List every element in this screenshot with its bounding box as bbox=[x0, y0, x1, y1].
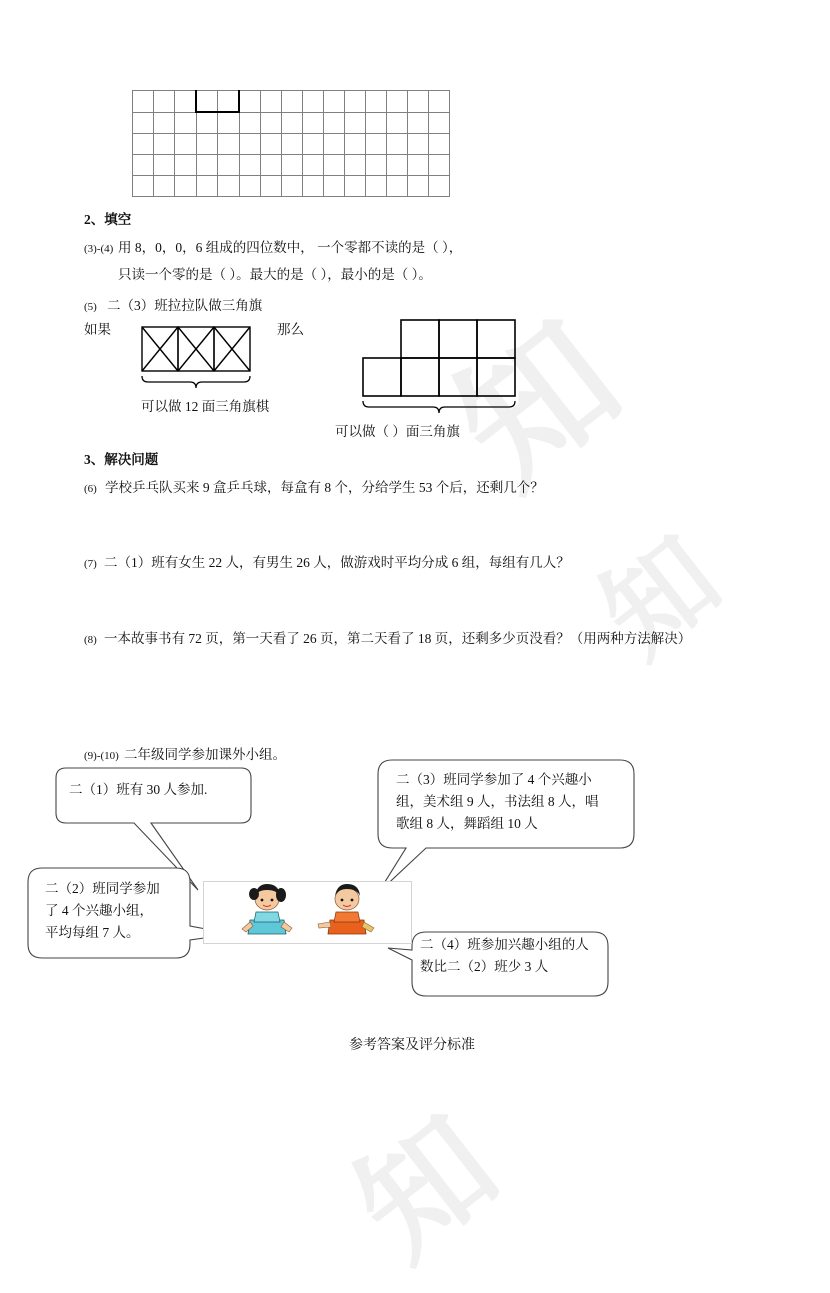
grid-row bbox=[133, 134, 450, 155]
squared-paper-grid bbox=[132, 90, 450, 197]
question-9-10-text: 二年级同学参加课外小组。 bbox=[124, 747, 286, 762]
question-6-text: 学校乒乓队买来 9 盒乒乓球，每盒有 8 个，分给学生 53 个后，还剩几个？ bbox=[105, 480, 544, 495]
grid-cell bbox=[261, 134, 282, 155]
right-flag-figure bbox=[355, 318, 545, 418]
grid-cell bbox=[303, 91, 324, 113]
section-heading-solve: 3、解决问题 bbox=[84, 452, 159, 467]
grid-cell bbox=[429, 155, 450, 176]
left-flag-svg bbox=[140, 325, 270, 405]
boy-figure bbox=[318, 884, 374, 934]
grid-cell bbox=[282, 134, 303, 155]
grid-cell bbox=[324, 155, 345, 176]
grid-cell bbox=[154, 112, 175, 134]
grid-cell bbox=[408, 112, 429, 134]
grid-cell bbox=[387, 112, 408, 134]
right-flag-svg bbox=[355, 318, 545, 418]
grid-cell bbox=[282, 91, 303, 113]
question-3-4-line1: 用 8，0，0，6 组成的四位数中， 一个零都不读的是（ ）， bbox=[118, 240, 463, 255]
grid-cell bbox=[345, 176, 366, 197]
grid-cell bbox=[218, 176, 240, 197]
grid-cell bbox=[408, 155, 429, 176]
grid-cell bbox=[133, 176, 154, 197]
grid-cell bbox=[429, 176, 450, 197]
grid-cell bbox=[429, 91, 450, 113]
grid-cell bbox=[429, 112, 450, 134]
grid-cell bbox=[218, 134, 240, 155]
girl-figure bbox=[242, 884, 292, 934]
grid-cell bbox=[261, 91, 282, 113]
grid-cell bbox=[239, 176, 261, 197]
grid-cell bbox=[175, 134, 197, 155]
grid-cell bbox=[345, 91, 366, 113]
grid-cell bbox=[366, 112, 387, 134]
grid-cell bbox=[175, 176, 197, 197]
bubble-class2-line-2: 平均每组 7 人。 bbox=[45, 925, 140, 940]
if-label: 如果 bbox=[84, 322, 111, 337]
watermark-icon: 知 bbox=[579, 513, 744, 680]
grid-cell bbox=[175, 91, 197, 113]
grid-cell bbox=[218, 155, 240, 176]
question-number-7: (7) bbox=[84, 558, 97, 570]
bubble-class2-line-1: 了 4 个兴趣小组， bbox=[45, 903, 153, 918]
bubble-class4-line-0: 二（4）班参加兴趣小组的人 bbox=[420, 937, 589, 952]
question-7-text: 二（1）班有女生 22 人，有男生 26 人，做游戏时平均分成 6 组，每组有几人？ bbox=[104, 555, 570, 570]
grid-cell bbox=[218, 112, 240, 134]
question-5-text: 二（3）班拉拉队做三角旗 bbox=[107, 298, 263, 313]
question-number-5: (5) bbox=[84, 301, 97, 313]
question-number-3-4: (3)-(4) bbox=[84, 243, 114, 255]
bubble-class4-line-1: 数比二（2）班少 3 人 bbox=[420, 959, 549, 974]
grid-cell bbox=[133, 91, 154, 113]
bubble-class3-line-0: 二（3）班同学参加了 4 个兴趣小 bbox=[396, 772, 592, 787]
grid-cell bbox=[239, 112, 261, 134]
right-flag-caption: 可以做（ ）面三角旗 bbox=[335, 424, 460, 439]
grid-cell bbox=[196, 155, 218, 176]
grid-cell bbox=[261, 155, 282, 176]
left-flag-figure bbox=[140, 325, 270, 405]
staircase-rectangles bbox=[363, 320, 515, 396]
grid-cell bbox=[366, 91, 387, 113]
grid-row bbox=[133, 155, 450, 176]
grid-cell bbox=[324, 176, 345, 197]
grid-table bbox=[132, 90, 450, 197]
question-number-6: (6) bbox=[84, 483, 97, 495]
grid-cell bbox=[154, 91, 175, 113]
grid-cell bbox=[366, 155, 387, 176]
grid-cell bbox=[345, 155, 366, 176]
grid-cell bbox=[175, 112, 197, 134]
watermark-icon: 知 bbox=[330, 1088, 525, 1285]
right-brace-icon bbox=[363, 401, 515, 413]
bubble-class2-line-0: 二（2）班同学参加 bbox=[45, 881, 160, 896]
question-number-9-10: (9)-(10) bbox=[84, 750, 119, 762]
left-brace-icon bbox=[142, 376, 250, 388]
watermark-icon: 知 bbox=[427, 290, 651, 517]
grid-cell bbox=[408, 134, 429, 155]
bubble-class3-line-2: 歌组 8 人，舞蹈组 10 人 bbox=[396, 816, 538, 831]
grid-cell bbox=[303, 134, 324, 155]
grid-row bbox=[133, 112, 450, 134]
grid-cell bbox=[196, 134, 218, 155]
left-flag-caption: 可以做 12 面三角旗棋 bbox=[141, 399, 270, 414]
grid-row bbox=[133, 176, 450, 197]
question-3-4-line2: 只读一个零的是（ ）。最大的是（ ），最小的是（ ）。 bbox=[118, 267, 432, 282]
grid-cell bbox=[324, 112, 345, 134]
grid-cell bbox=[154, 176, 175, 197]
bubble-class1-line-0: 二（1）班有 30 人参加. bbox=[69, 782, 208, 797]
bubble-class3-line-1: 组，美术组 9 人，书法组 8 人，唱 bbox=[396, 794, 599, 809]
children-illustration bbox=[204, 882, 409, 941]
grid-cell bbox=[366, 134, 387, 155]
grid-cell bbox=[303, 155, 324, 176]
grid-cell bbox=[196, 176, 218, 197]
grid-cell bbox=[387, 176, 408, 197]
grid-cell bbox=[261, 176, 282, 197]
grid-cell bbox=[303, 112, 324, 134]
flag-rectangles bbox=[142, 327, 250, 371]
grid-cell-highlighted bbox=[218, 91, 240, 113]
grid-row bbox=[133, 91, 450, 113]
grid-cell bbox=[133, 134, 154, 155]
grid-cell bbox=[345, 134, 366, 155]
grid-cell bbox=[239, 155, 261, 176]
then-label: 那么 bbox=[277, 322, 304, 337]
grid-cell bbox=[366, 176, 387, 197]
grid-cell-highlighted bbox=[196, 91, 218, 113]
illustration-box bbox=[203, 881, 412, 944]
grid-cell bbox=[303, 176, 324, 197]
grid-cell bbox=[154, 155, 175, 176]
grid-cell bbox=[387, 155, 408, 176]
section-heading-fill-in: 2、填空 bbox=[84, 212, 132, 227]
grid-cell bbox=[154, 134, 175, 155]
grid-cell bbox=[408, 91, 429, 113]
grid-body bbox=[133, 91, 450, 197]
grid-cell bbox=[408, 176, 429, 197]
grid-cell bbox=[345, 112, 366, 134]
grid-cell bbox=[133, 112, 154, 134]
grid-cell bbox=[239, 91, 261, 113]
grid-cell bbox=[429, 134, 450, 155]
grid-cell bbox=[282, 112, 303, 134]
question-8-text: 一本故事书有 72 页，第一天看了 26 页，第二天看了 18 页，还剩多少页没看？（用两种方法解决） bbox=[104, 631, 692, 646]
grid-cell bbox=[239, 134, 261, 155]
grid-cell bbox=[175, 155, 197, 176]
grid-cell bbox=[282, 176, 303, 197]
grid-cell bbox=[387, 91, 408, 113]
grid-cell bbox=[133, 155, 154, 176]
grid-cell bbox=[387, 134, 408, 155]
grid-cell bbox=[282, 155, 303, 176]
question-number-8: (8) bbox=[84, 634, 97, 646]
grid-cell bbox=[261, 112, 282, 134]
grid-cell bbox=[324, 134, 345, 155]
grid-cell bbox=[196, 112, 218, 134]
footer-title: 参考答案及评分标准 bbox=[349, 1038, 475, 1053]
grid-cell bbox=[324, 91, 345, 113]
